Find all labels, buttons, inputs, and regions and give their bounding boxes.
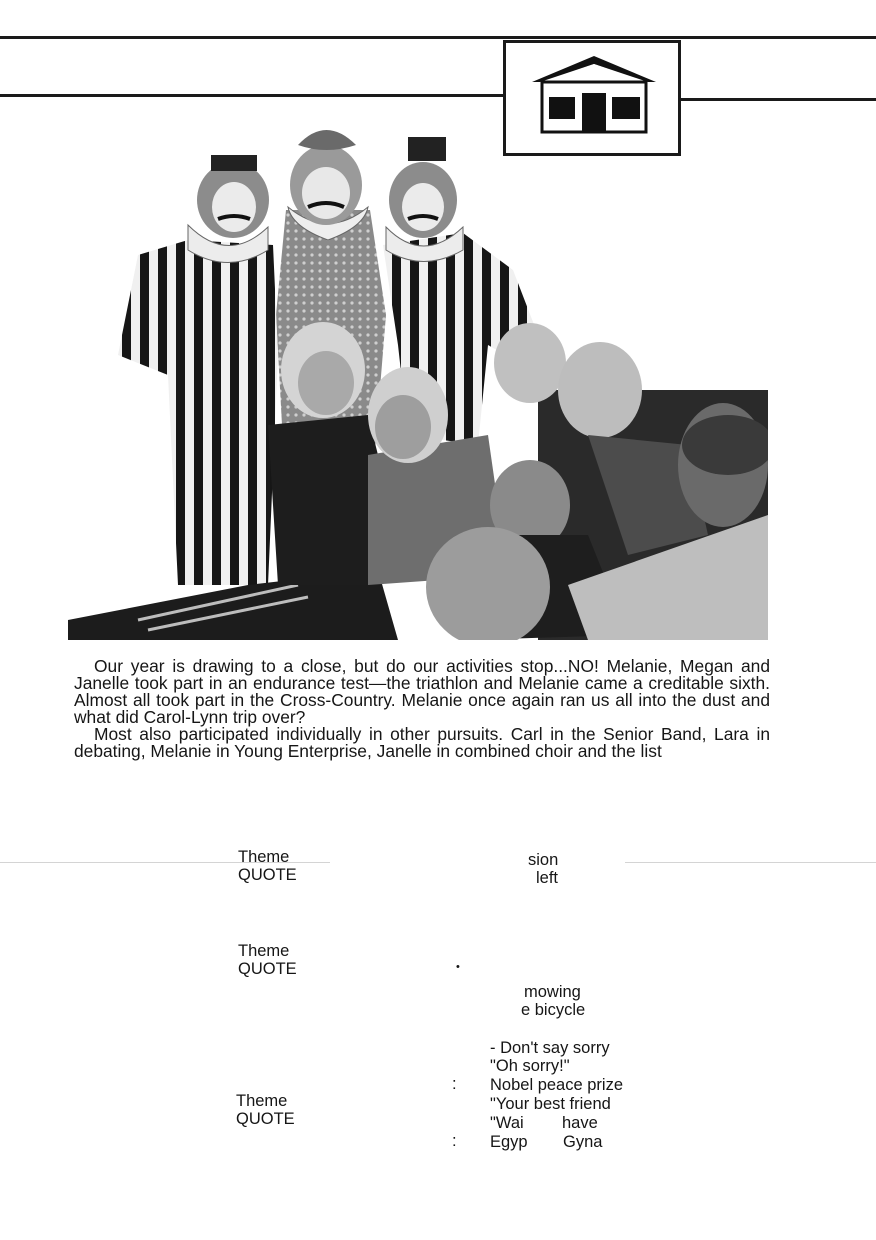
entry1-right-line2: left (536, 869, 559, 887)
entry1-quote-label: QUOTE (238, 866, 297, 884)
entry3-right-line5b: have (562, 1114, 598, 1132)
entry3-right-line6a: Egyp (490, 1133, 528, 1151)
entry3-right-line4: "Your best friend (490, 1095, 611, 1113)
entry3-colon-2: : (452, 1132, 457, 1150)
entry2-theme-label: Theme (238, 942, 290, 960)
entry2-bullet: • (456, 961, 460, 973)
entry2-right-line2: e bicycle (521, 1001, 586, 1019)
faint-line-right (625, 862, 876, 863)
entry2-quote-label: QUOTE (238, 960, 297, 978)
entry3-right-line3: Nobel peace prize (490, 1076, 623, 1094)
entry3-right-line6b: Gyna (563, 1133, 603, 1151)
entry3-right-line1: - Don't say sorry (490, 1039, 610, 1057)
entry3-right-line2: "Oh sorry!" (490, 1057, 570, 1075)
clown-left (118, 155, 278, 585)
entry1-theme-label: Theme (238, 848, 290, 866)
entry3-colon-1: : (452, 1075, 457, 1093)
entry1-right-line1: sion (528, 851, 559, 869)
entry3-quote-label: QUOTE (236, 1110, 295, 1128)
paragraph-2: Most also participated individually in other pursuits. Carl in the Senior Band, Lara in debating, Melanie in Young Enterprise, Janelle in combined choir and the list (74, 724, 770, 761)
entry3-right-line5a: "Wai (490, 1114, 524, 1132)
entry2-right-line1: mowing (524, 983, 581, 1001)
header-rule-top (0, 36, 876, 39)
header-rule-bottom-right (681, 98, 876, 101)
header-rule-bottom-left (0, 94, 503, 97)
article-body (74, 658, 770, 760)
entry3-theme-label: Theme (236, 1092, 288, 1110)
group-photo (68, 115, 768, 640)
paragraph-1: Our year is drawing to a close, but do our activities stop...NO! Melanie, Megan and Janelle took part in an endurance test—the triathlon and Melanie came a creditable sixth. Almost all took part in the Cross-Country. Melanie once again ran us all into the dust and what did Carol-Lynn trip over? (74, 656, 770, 727)
